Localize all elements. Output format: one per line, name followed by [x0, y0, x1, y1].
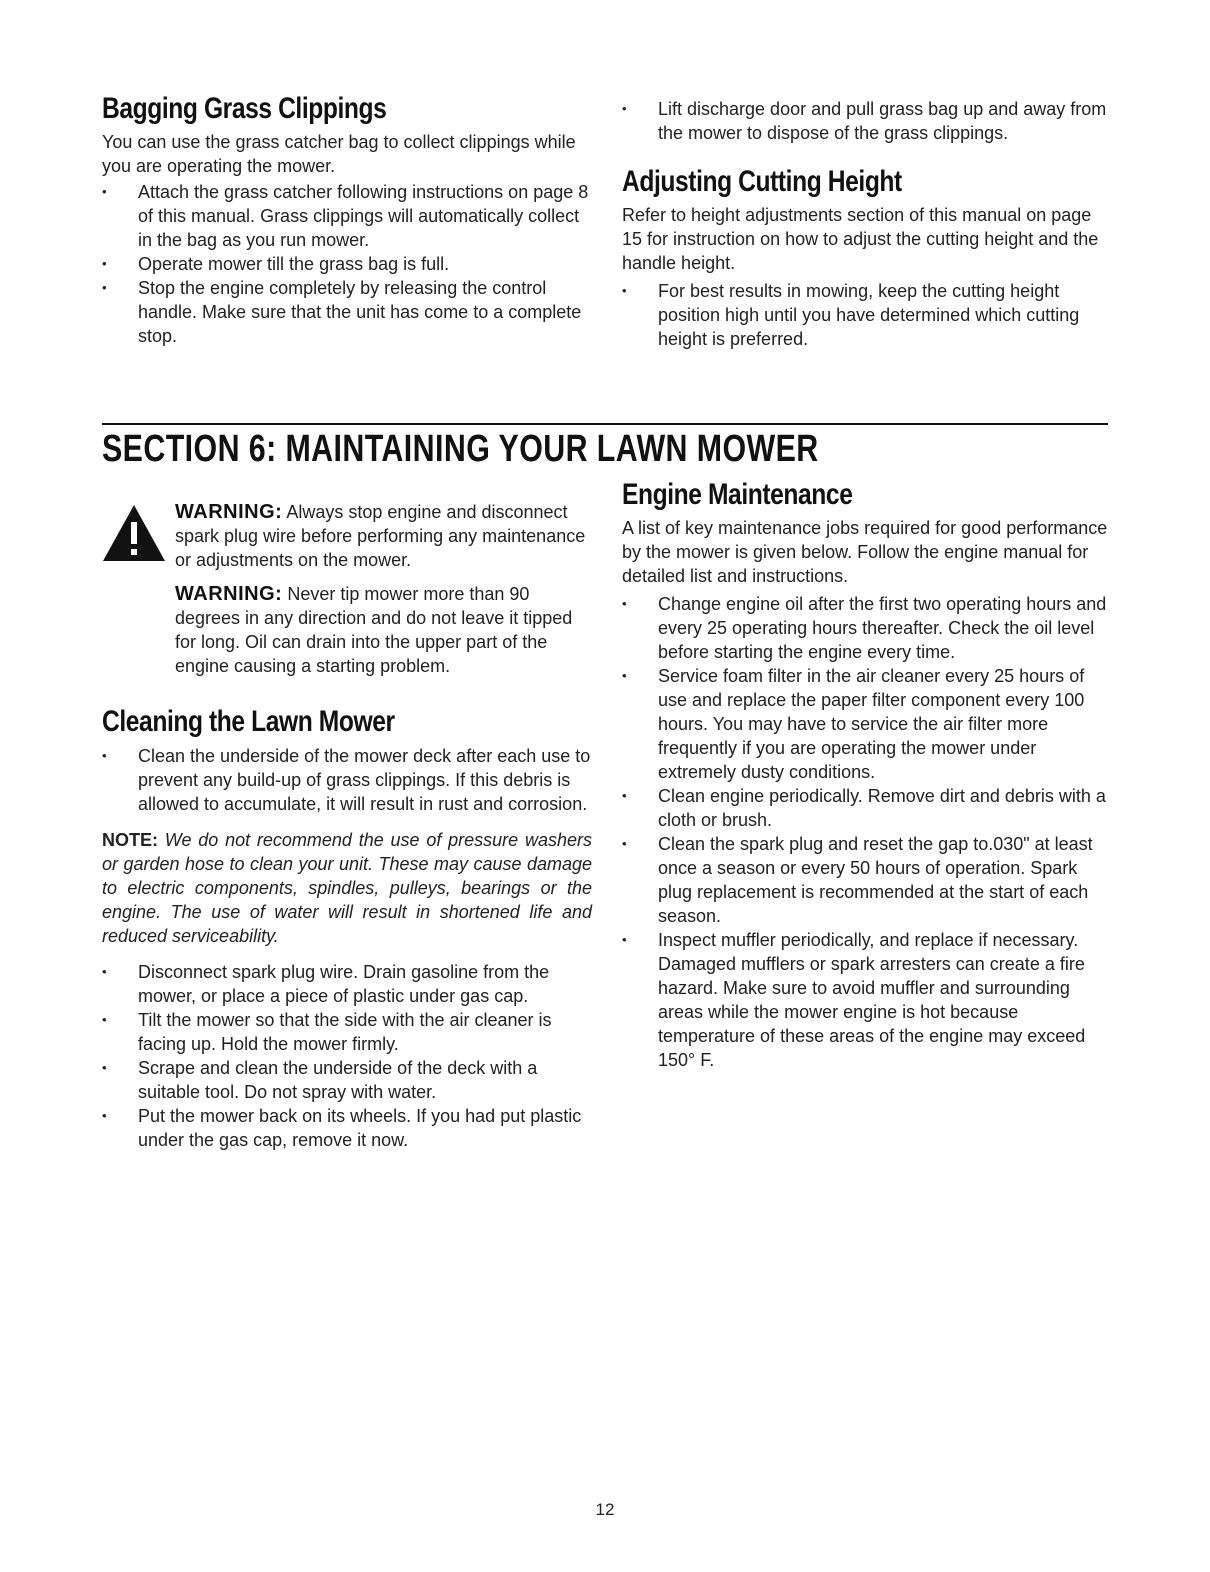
note-label: NOTE: [102, 830, 158, 850]
cutting-height-intro: Refer to height adjustments section of this manual on page 15 for instruction on how to adjust the cutting height and the handle height. [622, 205, 1099, 273]
list-item: • Scrape and clean the underside of the deck with a suitable tool. Do not spray with water. [102, 1056, 592, 1104]
warning-1 [175, 500, 592, 572]
list-item: • Service foam filter in the air cleaner every 25 hours of use and replace the paper filter component every 100 hours. You may have to service the air filter more frequently if you are operating the mower under extremely dusty conditions. [622, 664, 1108, 784]
cleaning-heading: Cleaning the Lawn Mower [102, 705, 395, 738]
warning-2 [175, 582, 592, 678]
list-item: • Operate mower till the grass bag is full. [102, 252, 592, 276]
cleaning-section [102, 704, 592, 1152]
bagging-intro: You can use the grass catcher bag to collect clippings while you are operating the mower. [102, 132, 576, 176]
warning-text: Always stop engine and disconnect spark plug wire before performing any maintenance or adjustments on the mower. [175, 502, 586, 570]
cutting-height-list [622, 279, 1108, 351]
cleaning-list-b [102, 960, 592, 1152]
bagging-list-continued [622, 97, 1108, 145]
note-text: We do not recommend the use of pressure washers or garden hose to clean your unit. These may cause damage to electric components, spindles, pulleys, bearings or the engine. The use of water will result in shortened life and reduced serviceability. [102, 830, 592, 946]
list-item: • For best results in mowing, keep the cutting height position high until you have determined which cutting height is preferred. [622, 279, 1108, 351]
bagging-list [102, 180, 592, 348]
engine-intro: A list of key maintenance jobs required for good performance by the mower is given below. Follow the engine manual for detailed list and instructions. [622, 518, 1108, 586]
engine-heading: Engine Maintenance [622, 478, 853, 511]
warning-block [102, 500, 592, 678]
list-item: • Attach the grass catcher following instructions on page 8 of this manual. Grass clippings will automatically collect in the bag as you run mower. [102, 180, 592, 252]
engine-section [622, 478, 1108, 1072]
list-item: • Change engine oil after the first two operating hours and every 25 operating hours thereafter. Check the oil level before starting the engine every time. [622, 592, 1108, 664]
cutting-height-section [622, 97, 1108, 351]
list-item: • Disconnect spark plug wire. Drain gasoline from the mower, or place a piece of plastic under gas cap. [102, 960, 592, 1008]
warning-triangle-icon [102, 504, 166, 562]
list-item: • Lift discharge door and pull grass bag up and away from the mower to dispose of the grass clippings. [622, 97, 1108, 145]
page-number: 12 [595, 1500, 615, 1519]
cutting-height-heading: Adjusting Cutting Height [622, 165, 902, 198]
bagging-heading: Bagging Grass Clippings [102, 92, 387, 125]
engine-list [622, 592, 1108, 1072]
section-rule [102, 423, 1108, 425]
warning-label: WARNING: [175, 501, 283, 523]
list-item: • Clean engine periodically. Remove dirt and debris with a cloth or brush. [622, 784, 1108, 832]
warning-label: WARNING: [175, 583, 283, 605]
list-item: • Stop the engine completely by releasing the control handle. Make sure that the unit has come to a complete stop. [102, 276, 592, 348]
bagging-section [102, 92, 592, 348]
cleaning-note [102, 828, 592, 948]
list-item: • Inspect muffler periodically, and replace if necessary. Damaged mufflers or spark arresters can create a fire hazard. Make sure to avoid muffler and surrounding areas while the mower engine is hot because temperature of these areas of the engine may exceed 150° F. [622, 928, 1108, 1072]
list-item: • Put the mower back on its wheels. If you had put plastic under the gas cap, remove it now. [102, 1104, 592, 1152]
list-item: • Clean the spark plug and reset the gap to.030" at least once a season or every 50 hours of operation. Spark plug replacement is recommended at the start of each season. [622, 832, 1108, 928]
warning-text: Never tip mower more than 90 degrees in any direction and do not leave it tipped for long. Oil can drain into the upper part of the engine causing a starting problem. [175, 584, 573, 676]
cleaning-list-a [102, 744, 592, 816]
section-title: SECTION 6: MAINTAINING YOUR LAWN MOWER [102, 428, 819, 470]
list-item: • Clean the underside of the mower deck after each use to prevent any build-up of grass clippings. If this debris is allowed to accumulate, it will result in rust and corrosion. [102, 744, 592, 816]
list-item: • Tilt the mower so that the side with the air cleaner is facing up. Hold the mower firmly. [102, 1008, 592, 1056]
